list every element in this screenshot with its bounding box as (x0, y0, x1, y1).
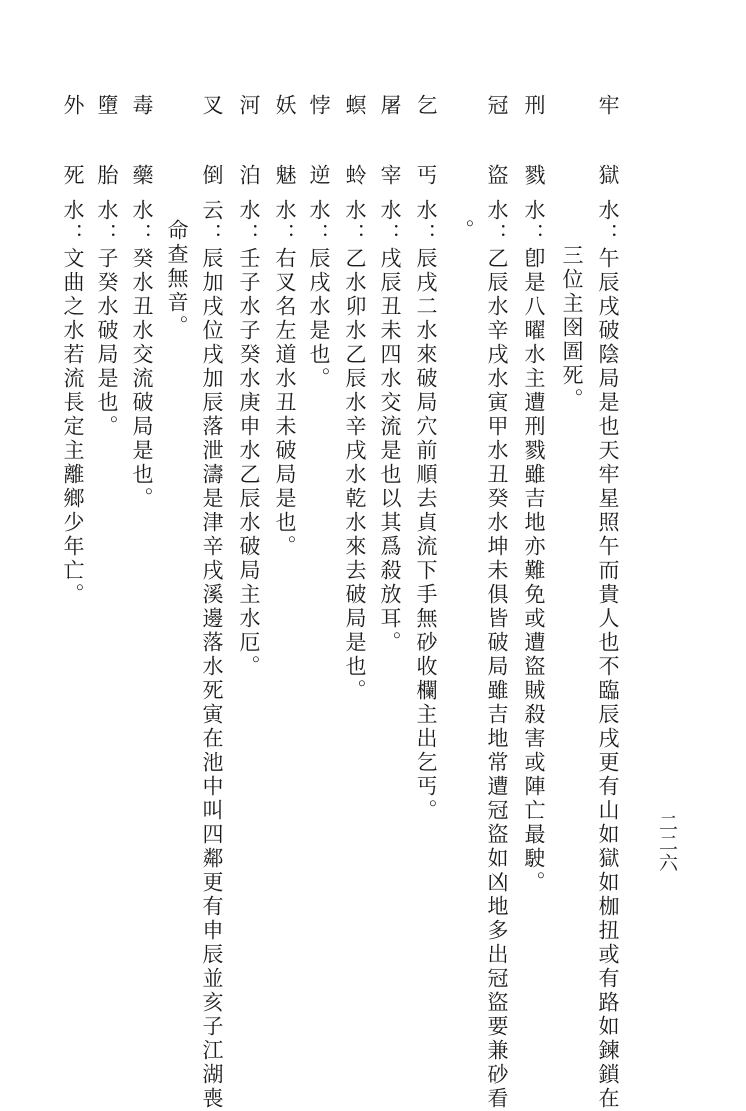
entry-text: 水：癸水丑水交流破局是也。 (130, 199, 154, 511)
entry-text: 水：辰戌二水來破局穴前順去貞流下手無砂收欄主出乞丐。 (414, 199, 438, 823)
entry-text: 水：午辰戌破陰局是也天牢星照午而貴人也不臨辰戌更有山如獄如枷扭或有路如鍊鎖在 (596, 199, 620, 1111)
text-column-15 (96, 94, 117, 439)
term-label: 外 死 (61, 94, 85, 199)
text-column-11 (238, 94, 259, 679)
entry-text: 水：乙辰水辛戌水寅甲水丑癸水坤未俱皆破局雖吉地常遭冠盜如凶地多出冠盜要兼砂看 (485, 199, 509, 1111)
entry-text: 水：戌辰丑未四水交流是也以其爲殺放耳。 (378, 199, 402, 655)
text-column-1 (597, 94, 618, 1111)
entry-text: 。 (451, 219, 475, 243)
term-label: 妖 魅 (273, 94, 297, 199)
term-label: 乞 丐 (414, 94, 438, 199)
text-column-13 (166, 219, 187, 339)
text-column-9 (308, 94, 329, 391)
term-label: 牢 獄 (596, 94, 620, 199)
text-column-8 (344, 94, 365, 703)
text-column-3 (523, 94, 544, 895)
term-label: 河 泊 (237, 94, 261, 199)
text-column-10 (274, 94, 295, 559)
entry-text: 水：卽是八曜水主遭刑戮雖吉地亦難免或遭盜賊殺害或陣亡最駛。 (522, 199, 546, 895)
entry-text: 水：壬子水子癸水庚申水乙辰水破局主水厄。 (237, 199, 261, 679)
entry-text: 水：乙水卯水乙辰水辛戌水乾水來去破局是也。 (343, 199, 367, 703)
text-column-12 (201, 94, 222, 1111)
entry-text: 云：辰加戌位戌加辰落泄濤是津辛戌溪邊落水死寅在池中叫四鄰更有申辰並亥子江湖喪 (200, 199, 224, 1111)
term-label: 毒 藥 (130, 94, 154, 199)
term-label: 刑 戮 (522, 94, 546, 199)
term-label: 螟 蛉 (343, 94, 367, 199)
text-column-6 (415, 94, 436, 823)
term-label: 叉 倒 (200, 94, 224, 199)
text-column-7 (379, 94, 400, 655)
text-column-5 (452, 219, 473, 243)
term-label: 墮 胎 (95, 94, 119, 199)
entry-text: 水：辰戌水是也。 (307, 199, 331, 391)
term-label: 冠 盜 (485, 94, 509, 199)
text-column-2 (561, 244, 582, 412)
term-label: 屠 宰 (378, 94, 402, 199)
text-column-4 (486, 94, 507, 1111)
text-column-14 (131, 94, 152, 511)
term-label: 悖 逆 (307, 94, 331, 199)
page-number: 二二六 (656, 813, 678, 873)
entry-text: 命查無音。 (165, 219, 189, 339)
entry-text: 三位主囹圄死。 (560, 244, 584, 412)
entry-text: 水：右叉名左道水丑未破局是也。 (273, 199, 297, 559)
entry-text: 水：子癸水破局是也。 (95, 199, 119, 439)
text-column-16 (62, 94, 83, 607)
entry-text: 水：文曲之水若流長定主離鄉少年亡。 (61, 199, 85, 607)
